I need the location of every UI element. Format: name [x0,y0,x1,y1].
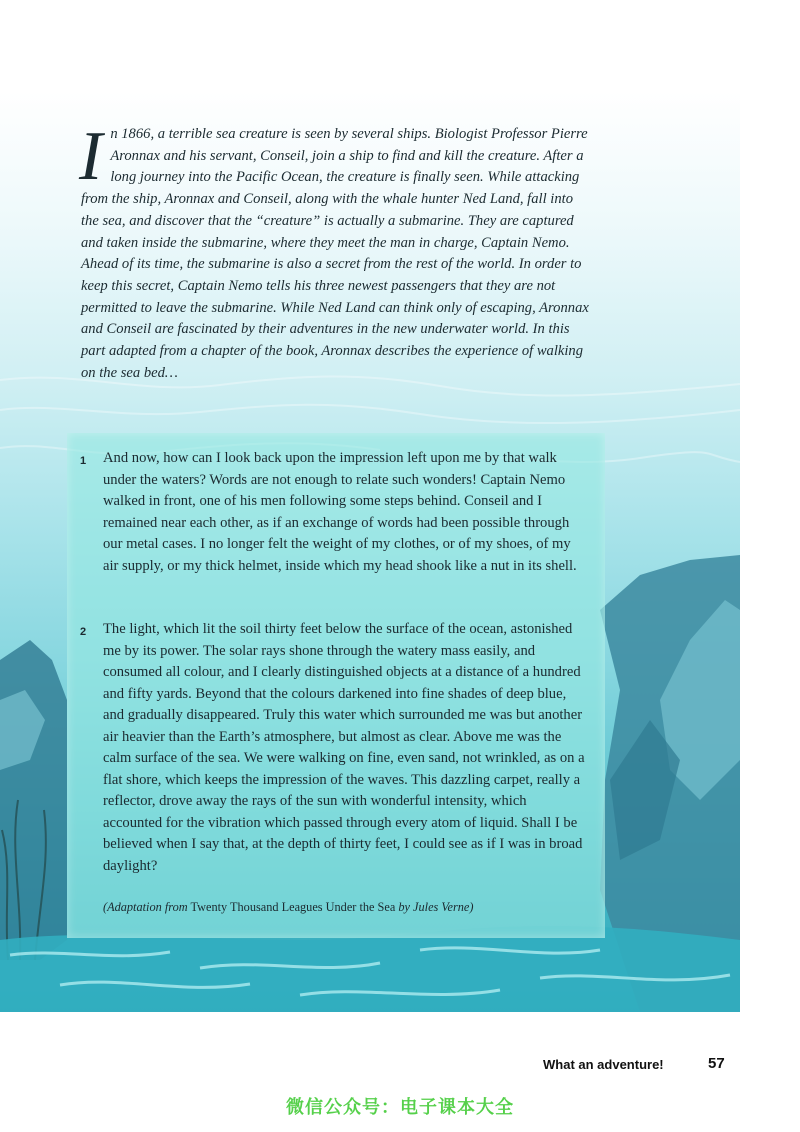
credit-book-title: Twenty Thousand Leagues Under the Sea [190,900,396,914]
credit-suffix: by Jules Verne) [398,900,474,914]
intro-summary [79,118,591,384]
paragraph-1: And now, how can I look back upon the impression left upon me by that walk under the waters? Words are not enough to relate such wonders! Captain Nemo walked in front, one of his men following some steps behind. Conseil and I remained near each other, as if an exchange of words had been possible through our metal cases. I no longer felt the weight of my clothes, or of my shoes, of my air supply, or my thick helmet, inside which my head shook like a nut in its shell. [103,450,577,574]
chapter-title: What an adventure! [543,1057,664,1072]
page-number: 57 [708,1055,725,1072]
paragraph-number-2: 2 [80,626,87,638]
watermark-text: 微信公众号：电子课本大全 [286,1097,514,1118]
credit-prefix: (Adaptation from [103,900,188,914]
paragraph-2: The light, which lit the soil thirty feet below the surface of the ocean, astonished me by its power. The solar rays shone through the watery mass easily, and consumed all colour, and I clearly distinguished objects at a distance of a hundred and fifty yards. Beyond that the colours darkened into fine shades of deep blue, and gradually disappeared. Truly this water which surrounded me was but another air heavier than the Earth’s atmosphere, but almost as clear. Above me was the calm surface of the sea. We were walking on fine, even sand, not wrinkled, as on a flat shore, which keeps the impression of the waves. This dazzling carpet, really a reflector, drove away the rays of the sun with wonderful intensity, which accounted for the vibration which passed through every atom of liquid. Shall I be believed when I say that, at the depth of thirty feet, I could see as if I was in broad daylight? [103,621,585,874]
paragraph-number-1: 1 [80,455,87,467]
intro-text: n 1866, a terrible sea creature is seen by several ships. Biologist Professor Pierre Aronnax and his servant, Conseil, join a ship to find and kill the creature. After a long journey into the Pacific Ocean, the creature is finally seen. While attacking from the ship, Aronnax and Conseil, along with the whale hunter Ned Land, fall into the sea, and discover that the “creature” is actually a submarine. They are captured and taken inside the submarine, where they meet the man in charge, Captain Nemo. Ahead of its time, the submarine is also a secret from the rest of the world. In order to keep this secret, Captain Nemo tells his three newest passengers that they are not permitted to leave the submarine. While Ned Land can think only of escaping, Aronnax and Conseil are fascinated by their adventures in the new underwater world. In this part adapted from a chapter of the book, Aronnax describes the experience of walking on the sea bed… [81,126,589,381]
drop-cap: I [79,118,103,195]
adaptation-credit [103,900,589,915]
